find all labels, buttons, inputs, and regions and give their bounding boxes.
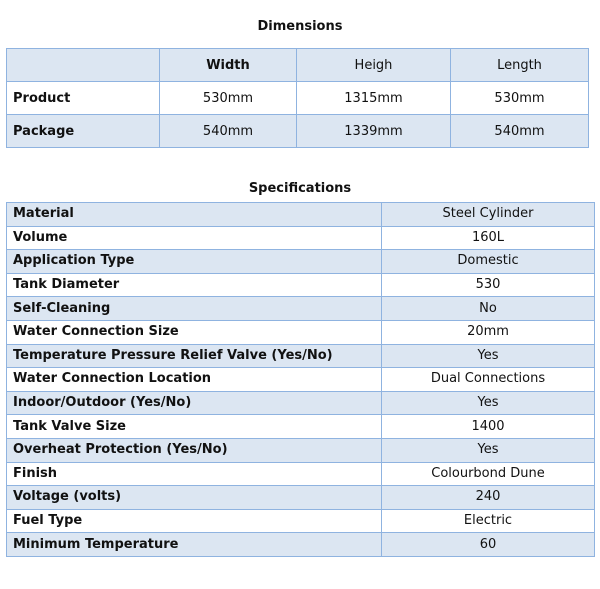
spec-row [7, 250, 595, 274]
specifications-title: Specifications [248, 181, 352, 196]
dimensions-cell: 540mm [451, 115, 589, 148]
spec-key: Voltage (volts) [7, 486, 382, 510]
spec-key: Tank Diameter [7, 273, 382, 297]
spec-value: 240 [382, 486, 595, 510]
spec-value: 160L [382, 226, 595, 250]
spec-value: Yes [382, 391, 595, 415]
spec-key: Water Connection Location [7, 368, 382, 392]
spec-row [7, 438, 595, 462]
dimensions-row-label: Package [7, 115, 160, 148]
spec-key: Indoor/Outdoor (Yes/No) [7, 391, 382, 415]
spec-value: Dual Connections [382, 368, 595, 392]
spec-key: Temperature Pressure Relief Valve (Yes/No) [7, 344, 382, 368]
spec-key: Overheat Protection (Yes/No) [7, 438, 382, 462]
spec-row [7, 415, 595, 439]
dimensions-header-height: Heigh [297, 49, 451, 82]
spec-key: Self-Cleaning [7, 297, 382, 321]
spec-row [7, 462, 595, 486]
dimensions-cell: 1339mm [297, 115, 451, 148]
dimensions-header-row [7, 49, 589, 82]
spec-key: Tank Valve Size [7, 415, 382, 439]
spec-row [7, 273, 595, 297]
spec-value: Domestic [382, 250, 595, 274]
spec-value: Yes [382, 344, 595, 368]
dimensions-table [6, 48, 589, 148]
dimensions-cell: 1315mm [297, 82, 451, 115]
spec-row [7, 203, 595, 227]
spec-value: Colourbond Dune [382, 462, 595, 486]
spec-row [7, 486, 595, 510]
specifications-table [6, 202, 595, 557]
spec-row [7, 344, 595, 368]
spec-row [7, 368, 595, 392]
dimensions-row-label: Product [7, 82, 160, 115]
spec-key: Finish [7, 462, 382, 486]
spec-value: 1400 [382, 415, 595, 439]
dimensions-header-length: Length [451, 49, 589, 82]
spec-value: Yes [382, 438, 595, 462]
dimensions-header-cell [7, 49, 160, 82]
dimensions-row-product [7, 82, 589, 115]
spec-value: No [382, 297, 595, 321]
spec-row [7, 297, 595, 321]
dimensions-cell: 530mm [451, 82, 589, 115]
spec-row [7, 391, 595, 415]
dimensions-header-width: Width [160, 49, 297, 82]
spec-value: Steel Cylinder [382, 203, 595, 227]
spec-key: Fuel Type [7, 509, 382, 533]
spec-key: Minimum Temperature [7, 533, 382, 557]
spec-key: Application Type [7, 250, 382, 274]
dimensions-title: Dimensions [257, 19, 343, 34]
spec-key: Water Connection Size [7, 320, 382, 344]
spec-key: Material [7, 203, 382, 227]
spec-value: 20mm [382, 320, 595, 344]
spec-row [7, 533, 595, 557]
spec-value: Electric [382, 509, 595, 533]
spec-row [7, 320, 595, 344]
spec-value: 530 [382, 273, 595, 297]
spec-row [7, 509, 595, 533]
dimensions-cell: 530mm [160, 82, 297, 115]
dimensions-cell: 540mm [160, 115, 297, 148]
spec-key: Volume [7, 226, 382, 250]
spec-value: 60 [382, 533, 595, 557]
spec-row [7, 226, 595, 250]
dimensions-row-package [7, 115, 589, 148]
